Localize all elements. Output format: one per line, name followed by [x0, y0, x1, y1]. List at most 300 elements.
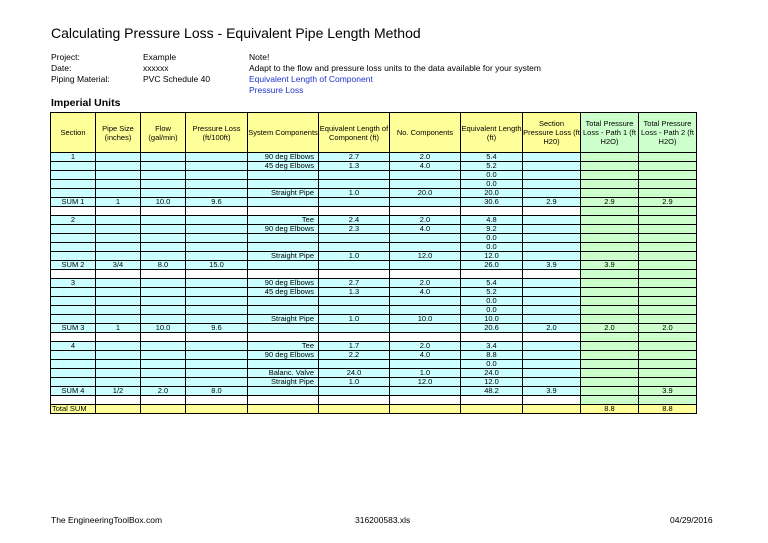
- table-cell[interactable]: [581, 162, 639, 171]
- table-cell[interactable]: [523, 279, 581, 288]
- table-cell[interactable]: Straight Pipe: [248, 189, 319, 198]
- table-cell[interactable]: [319, 396, 390, 405]
- table-cell[interactable]: 2.0: [390, 279, 461, 288]
- table-cell[interactable]: [96, 243, 141, 252]
- table-cell[interactable]: [581, 378, 639, 387]
- table-cell[interactable]: 4.0: [390, 351, 461, 360]
- table-cell[interactable]: Straight Pipe: [248, 315, 319, 324]
- table-cell[interactable]: [186, 270, 248, 279]
- table-cell[interactable]: 2.0: [523, 324, 581, 333]
- table-cell[interactable]: 30.6: [461, 198, 523, 207]
- table-cell[interactable]: 1.0: [319, 189, 390, 198]
- table-cell[interactable]: [319, 234, 390, 243]
- table-cell[interactable]: 5.2: [461, 162, 523, 171]
- table-cell[interactable]: [248, 171, 319, 180]
- table-cell[interactable]: [523, 189, 581, 198]
- table-cell[interactable]: [51, 234, 96, 243]
- table-cell[interactable]: 10.0: [141, 198, 186, 207]
- table-cell[interactable]: 8.8: [461, 351, 523, 360]
- table-cell[interactable]: [319, 297, 390, 306]
- table-cell[interactable]: [639, 261, 697, 270]
- table-cell[interactable]: [141, 369, 186, 378]
- table-cell[interactable]: [581, 207, 639, 216]
- table-cell[interactable]: 3.9: [581, 261, 639, 270]
- table-cell[interactable]: [186, 180, 248, 189]
- table-cell[interactable]: 26.0: [461, 261, 523, 270]
- table-cell[interactable]: [141, 216, 186, 225]
- table-cell[interactable]: [523, 207, 581, 216]
- table-cell[interactable]: [639, 207, 697, 216]
- table-cell[interactable]: 24.0: [319, 369, 390, 378]
- table-cell[interactable]: [390, 198, 461, 207]
- table-cell[interactable]: 1.0: [390, 369, 461, 378]
- table-cell[interactable]: [461, 405, 523, 414]
- table-cell[interactable]: 2.0: [639, 324, 697, 333]
- table-cell[interactable]: 5.4: [461, 279, 523, 288]
- table-cell[interactable]: [390, 171, 461, 180]
- table-cell[interactable]: [186, 378, 248, 387]
- table-cell[interactable]: [581, 243, 639, 252]
- table-cell[interactable]: 1/2: [96, 387, 141, 396]
- table-cell[interactable]: 45 deg Elbows: [248, 288, 319, 297]
- table-cell[interactable]: [51, 171, 96, 180]
- table-cell[interactable]: [96, 288, 141, 297]
- table-cell[interactable]: [186, 369, 248, 378]
- table-cell[interactable]: 2.0: [581, 324, 639, 333]
- table-cell[interactable]: [523, 288, 581, 297]
- table-cell[interactable]: [96, 207, 141, 216]
- table-cell[interactable]: 2.9: [639, 198, 697, 207]
- table-cell[interactable]: [523, 342, 581, 351]
- table-cell[interactable]: 8.8: [639, 405, 697, 414]
- table-cell[interactable]: Straight Pipe: [248, 252, 319, 261]
- table-cell[interactable]: [248, 297, 319, 306]
- table-cell[interactable]: 1.3: [319, 288, 390, 297]
- table-cell[interactable]: [581, 270, 639, 279]
- table-cell[interactable]: [319, 387, 390, 396]
- table-cell[interactable]: 90 deg Elbows: [248, 279, 319, 288]
- table-cell[interactable]: 2.0: [141, 387, 186, 396]
- table-cell[interactable]: [639, 396, 697, 405]
- table-cell[interactable]: [390, 405, 461, 414]
- table-cell[interactable]: [186, 396, 248, 405]
- table-cell[interactable]: [639, 216, 697, 225]
- table-cell[interactable]: 9.6: [186, 198, 248, 207]
- table-cell[interactable]: [319, 324, 390, 333]
- table-cell[interactable]: [141, 252, 186, 261]
- table-cell[interactable]: 4.0: [390, 288, 461, 297]
- table-cell[interactable]: [186, 216, 248, 225]
- table-cell[interactable]: 9.6: [186, 324, 248, 333]
- table-cell[interactable]: Tee: [248, 216, 319, 225]
- table-cell[interactable]: [390, 396, 461, 405]
- table-cell[interactable]: 1: [51, 153, 96, 162]
- table-cell[interactable]: [639, 360, 697, 369]
- table-cell[interactable]: [51, 243, 96, 252]
- table-cell[interactable]: Total SUM: [51, 405, 96, 414]
- table-cell[interactable]: [141, 162, 186, 171]
- table-cell[interactable]: [581, 360, 639, 369]
- table-cell[interactable]: 4.8: [461, 216, 523, 225]
- table-cell[interactable]: [51, 396, 96, 405]
- table-cell[interactable]: 0.0: [461, 243, 523, 252]
- table-cell[interactable]: 12.0: [390, 378, 461, 387]
- table-cell[interactable]: SUM 1: [51, 198, 96, 207]
- table-cell[interactable]: [141, 171, 186, 180]
- table-cell[interactable]: [319, 180, 390, 189]
- table-cell[interactable]: [523, 405, 581, 414]
- table-cell[interactable]: [141, 306, 186, 315]
- table-cell[interactable]: [581, 189, 639, 198]
- table-cell[interactable]: [141, 207, 186, 216]
- table-cell[interactable]: [186, 252, 248, 261]
- table-cell[interactable]: [523, 180, 581, 189]
- table-cell[interactable]: [96, 234, 141, 243]
- table-cell[interactable]: [639, 180, 697, 189]
- table-cell[interactable]: [51, 180, 96, 189]
- table-cell[interactable]: 3: [51, 279, 96, 288]
- table-cell[interactable]: [523, 225, 581, 234]
- table-cell[interactable]: [51, 162, 96, 171]
- table-cell[interactable]: 12.0: [461, 378, 523, 387]
- table-cell[interactable]: 1.7: [319, 342, 390, 351]
- table-cell[interactable]: [96, 189, 141, 198]
- table-cell[interactable]: [96, 153, 141, 162]
- table-cell[interactable]: 4.0: [390, 225, 461, 234]
- table-cell[interactable]: 4.0: [390, 162, 461, 171]
- table-cell[interactable]: [581, 396, 639, 405]
- table-cell[interactable]: [186, 351, 248, 360]
- table-cell[interactable]: [141, 378, 186, 387]
- table-cell[interactable]: [581, 369, 639, 378]
- table-cell[interactable]: [96, 405, 141, 414]
- table-cell[interactable]: [581, 234, 639, 243]
- table-cell[interactable]: [186, 243, 248, 252]
- table-cell[interactable]: [96, 360, 141, 369]
- table-cell[interactable]: [581, 351, 639, 360]
- table-cell[interactable]: [186, 360, 248, 369]
- table-cell[interactable]: [639, 189, 697, 198]
- table-cell[interactable]: [461, 396, 523, 405]
- table-cell[interactable]: [141, 297, 186, 306]
- table-cell[interactable]: [523, 252, 581, 261]
- table-cell[interactable]: [523, 243, 581, 252]
- table-cell[interactable]: [390, 324, 461, 333]
- table-cell[interactable]: [390, 297, 461, 306]
- table-cell[interactable]: 0.0: [461, 171, 523, 180]
- table-cell[interactable]: [461, 270, 523, 279]
- table-cell[interactable]: [51, 270, 96, 279]
- table-cell[interactable]: [248, 387, 319, 396]
- table-cell[interactable]: [248, 234, 319, 243]
- table-cell[interactable]: [141, 225, 186, 234]
- table-cell[interactable]: [319, 243, 390, 252]
- table-cell[interactable]: [141, 279, 186, 288]
- table-cell[interactable]: [581, 306, 639, 315]
- table-cell[interactable]: 45 deg Elbows: [248, 162, 319, 171]
- table-cell[interactable]: [390, 261, 461, 270]
- table-cell[interactable]: [51, 306, 96, 315]
- table-cell[interactable]: 90 deg Elbows: [248, 153, 319, 162]
- table-cell[interactable]: [248, 396, 319, 405]
- table-cell[interactable]: 9.2: [461, 225, 523, 234]
- table-cell[interactable]: [186, 225, 248, 234]
- table-cell[interactable]: [141, 342, 186, 351]
- table-cell[interactable]: 2.7: [319, 153, 390, 162]
- table-cell[interactable]: SUM 2: [51, 261, 96, 270]
- table-cell[interactable]: [51, 189, 96, 198]
- table-cell[interactable]: [390, 243, 461, 252]
- table-cell[interactable]: [248, 198, 319, 207]
- table-cell[interactable]: [186, 234, 248, 243]
- table-cell[interactable]: [248, 243, 319, 252]
- table-cell[interactable]: [186, 342, 248, 351]
- table-cell[interactable]: [141, 351, 186, 360]
- table-cell[interactable]: [186, 333, 248, 342]
- table-cell[interactable]: [319, 333, 390, 342]
- table-cell[interactable]: [96, 396, 141, 405]
- table-cell[interactable]: [186, 297, 248, 306]
- table-cell[interactable]: [390, 270, 461, 279]
- equivalent-length-link[interactable]: Equivalent Length of Component: [249, 74, 373, 84]
- table-cell[interactable]: Tee: [248, 342, 319, 351]
- table-cell[interactable]: Straight Pipe: [248, 378, 319, 387]
- table-cell[interactable]: [96, 351, 141, 360]
- table-cell[interactable]: 20.0: [461, 189, 523, 198]
- table-cell[interactable]: [186, 288, 248, 297]
- table-cell[interactable]: [581, 387, 639, 396]
- table-cell[interactable]: [390, 207, 461, 216]
- table-cell[interactable]: [319, 405, 390, 414]
- table-cell[interactable]: [186, 405, 248, 414]
- table-cell[interactable]: [390, 360, 461, 369]
- table-cell[interactable]: [581, 225, 639, 234]
- table-cell[interactable]: [186, 279, 248, 288]
- table-cell[interactable]: [581, 315, 639, 324]
- table-cell[interactable]: 5.2: [461, 288, 523, 297]
- table-cell[interactable]: 1.3: [319, 162, 390, 171]
- table-cell[interactable]: [186, 306, 248, 315]
- table-cell[interactable]: [141, 405, 186, 414]
- table-cell[interactable]: [248, 180, 319, 189]
- table-cell[interactable]: [319, 360, 390, 369]
- table-cell[interactable]: [51, 360, 96, 369]
- table-cell[interactable]: [581, 180, 639, 189]
- table-cell[interactable]: [141, 234, 186, 243]
- table-cell[interactable]: [319, 207, 390, 216]
- table-cell[interactable]: 3/4: [96, 261, 141, 270]
- table-cell[interactable]: [639, 306, 697, 315]
- table-cell[interactable]: [141, 180, 186, 189]
- table-cell[interactable]: 24.0: [461, 369, 523, 378]
- table-cell[interactable]: [581, 288, 639, 297]
- table-cell[interactable]: [96, 225, 141, 234]
- table-cell[interactable]: [96, 180, 141, 189]
- table-cell[interactable]: [461, 207, 523, 216]
- table-cell[interactable]: [639, 234, 697, 243]
- table-cell[interactable]: [186, 171, 248, 180]
- table-cell[interactable]: [523, 216, 581, 225]
- table-cell[interactable]: [248, 270, 319, 279]
- table-cell[interactable]: [51, 333, 96, 342]
- table-cell[interactable]: [639, 333, 697, 342]
- table-cell[interactable]: [248, 306, 319, 315]
- table-cell[interactable]: [639, 342, 697, 351]
- table-cell[interactable]: [523, 306, 581, 315]
- table-cell[interactable]: [523, 369, 581, 378]
- table-cell[interactable]: [51, 369, 96, 378]
- table-cell[interactable]: 5.4: [461, 153, 523, 162]
- table-cell[interactable]: [523, 297, 581, 306]
- table-cell[interactable]: [639, 243, 697, 252]
- table-cell[interactable]: [523, 360, 581, 369]
- table-cell[interactable]: [581, 252, 639, 261]
- table-cell[interactable]: [51, 351, 96, 360]
- table-cell[interactable]: 0.0: [461, 180, 523, 189]
- table-cell[interactable]: [51, 225, 96, 234]
- table-cell[interactable]: 4: [51, 342, 96, 351]
- table-cell[interactable]: [248, 333, 319, 342]
- table-cell[interactable]: [523, 153, 581, 162]
- table-cell[interactable]: 2.2: [319, 351, 390, 360]
- table-cell[interactable]: [581, 279, 639, 288]
- table-cell[interactable]: [96, 333, 141, 342]
- table-cell[interactable]: [639, 252, 697, 261]
- table-cell[interactable]: [523, 162, 581, 171]
- table-cell[interactable]: [639, 378, 697, 387]
- table-cell[interactable]: 12.0: [461, 252, 523, 261]
- table-cell[interactable]: [96, 378, 141, 387]
- table-cell[interactable]: 8.0: [141, 261, 186, 270]
- table-cell[interactable]: 20.6: [461, 324, 523, 333]
- table-cell[interactable]: 0.0: [461, 297, 523, 306]
- table-cell[interactable]: 2.0: [390, 153, 461, 162]
- table-cell[interactable]: [581, 153, 639, 162]
- table-cell[interactable]: [390, 306, 461, 315]
- table-cell[interactable]: [639, 171, 697, 180]
- table-cell[interactable]: [96, 216, 141, 225]
- table-cell[interactable]: 10.0: [390, 315, 461, 324]
- table-cell[interactable]: 2: [51, 216, 96, 225]
- table-cell[interactable]: [141, 270, 186, 279]
- table-cell[interactable]: [96, 270, 141, 279]
- table-cell[interactable]: [51, 378, 96, 387]
- table-cell[interactable]: [186, 153, 248, 162]
- table-cell[interactable]: SUM 4: [51, 387, 96, 396]
- table-cell[interactable]: 0.0: [461, 360, 523, 369]
- table-cell[interactable]: 12.0: [390, 252, 461, 261]
- table-cell[interactable]: [319, 171, 390, 180]
- table-cell[interactable]: [390, 234, 461, 243]
- table-cell[interactable]: [639, 162, 697, 171]
- table-cell[interactable]: Balanc. Valve: [248, 369, 319, 378]
- table-cell[interactable]: [51, 288, 96, 297]
- table-cell[interactable]: [51, 315, 96, 324]
- table-cell[interactable]: [141, 315, 186, 324]
- table-cell[interactable]: [639, 288, 697, 297]
- table-cell[interactable]: [96, 306, 141, 315]
- table-cell[interactable]: [248, 261, 319, 270]
- table-cell[interactable]: [51, 207, 96, 216]
- table-cell[interactable]: 8.0: [186, 387, 248, 396]
- table-cell[interactable]: 1.0: [319, 315, 390, 324]
- table-cell[interactable]: 1: [96, 324, 141, 333]
- table-cell[interactable]: [96, 369, 141, 378]
- table-cell[interactable]: [639, 297, 697, 306]
- table-cell[interactable]: 2.9: [581, 198, 639, 207]
- table-cell[interactable]: 2.0: [390, 216, 461, 225]
- table-cell[interactable]: [141, 360, 186, 369]
- table-cell[interactable]: [523, 315, 581, 324]
- table-cell[interactable]: 3.9: [523, 261, 581, 270]
- table-cell[interactable]: [639, 225, 697, 234]
- table-cell[interactable]: 1.0: [319, 252, 390, 261]
- table-cell[interactable]: [523, 171, 581, 180]
- table-cell[interactable]: [141, 333, 186, 342]
- table-cell[interactable]: 2.3: [319, 225, 390, 234]
- table-cell[interactable]: [639, 315, 697, 324]
- table-cell[interactable]: 48.2: [461, 387, 523, 396]
- table-cell[interactable]: [319, 198, 390, 207]
- table-cell[interactable]: [96, 171, 141, 180]
- table-cell[interactable]: [523, 351, 581, 360]
- table-cell[interactable]: [248, 324, 319, 333]
- table-cell[interactable]: [96, 279, 141, 288]
- table-cell[interactable]: [141, 243, 186, 252]
- table-cell[interactable]: 10.0: [141, 324, 186, 333]
- table-cell[interactable]: [141, 189, 186, 198]
- table-cell[interactable]: [390, 333, 461, 342]
- table-cell[interactable]: [581, 333, 639, 342]
- table-cell[interactable]: 0.0: [461, 306, 523, 315]
- table-cell[interactable]: [319, 306, 390, 315]
- table-cell[interactable]: 2.4: [319, 216, 390, 225]
- table-cell[interactable]: 3.9: [639, 387, 697, 396]
- table-cell[interactable]: [390, 180, 461, 189]
- table-cell[interactable]: [186, 315, 248, 324]
- table-cell[interactable]: 3.4: [461, 342, 523, 351]
- pressure-loss-link[interactable]: Pressure Loss: [249, 85, 304, 95]
- table-cell[interactable]: [248, 207, 319, 216]
- table-cell[interactable]: [581, 171, 639, 180]
- table-cell[interactable]: [523, 234, 581, 243]
- table-cell[interactable]: [319, 270, 390, 279]
- table-cell[interactable]: [523, 270, 581, 279]
- table-cell[interactable]: [523, 396, 581, 405]
- table-cell[interactable]: [186, 189, 248, 198]
- table-cell[interactable]: [319, 261, 390, 270]
- table-cell[interactable]: [248, 405, 319, 414]
- table-cell[interactable]: [186, 162, 248, 171]
- table-cell[interactable]: [639, 153, 697, 162]
- table-cell[interactable]: [461, 333, 523, 342]
- table-cell[interactable]: [141, 153, 186, 162]
- table-cell[interactable]: SUM 3: [51, 324, 96, 333]
- table-cell[interactable]: 1: [96, 198, 141, 207]
- table-cell[interactable]: [96, 315, 141, 324]
- table-cell[interactable]: [639, 369, 697, 378]
- table-cell[interactable]: [51, 252, 96, 261]
- table-cell[interactable]: [248, 360, 319, 369]
- table-cell[interactable]: 1.0: [319, 378, 390, 387]
- table-cell[interactable]: [639, 270, 697, 279]
- table-cell[interactable]: 2.9: [523, 198, 581, 207]
- table-cell[interactable]: [390, 387, 461, 396]
- table-cell[interactable]: [96, 297, 141, 306]
- table-cell[interactable]: [96, 252, 141, 261]
- table-cell[interactable]: [96, 162, 141, 171]
- table-cell[interactable]: [186, 207, 248, 216]
